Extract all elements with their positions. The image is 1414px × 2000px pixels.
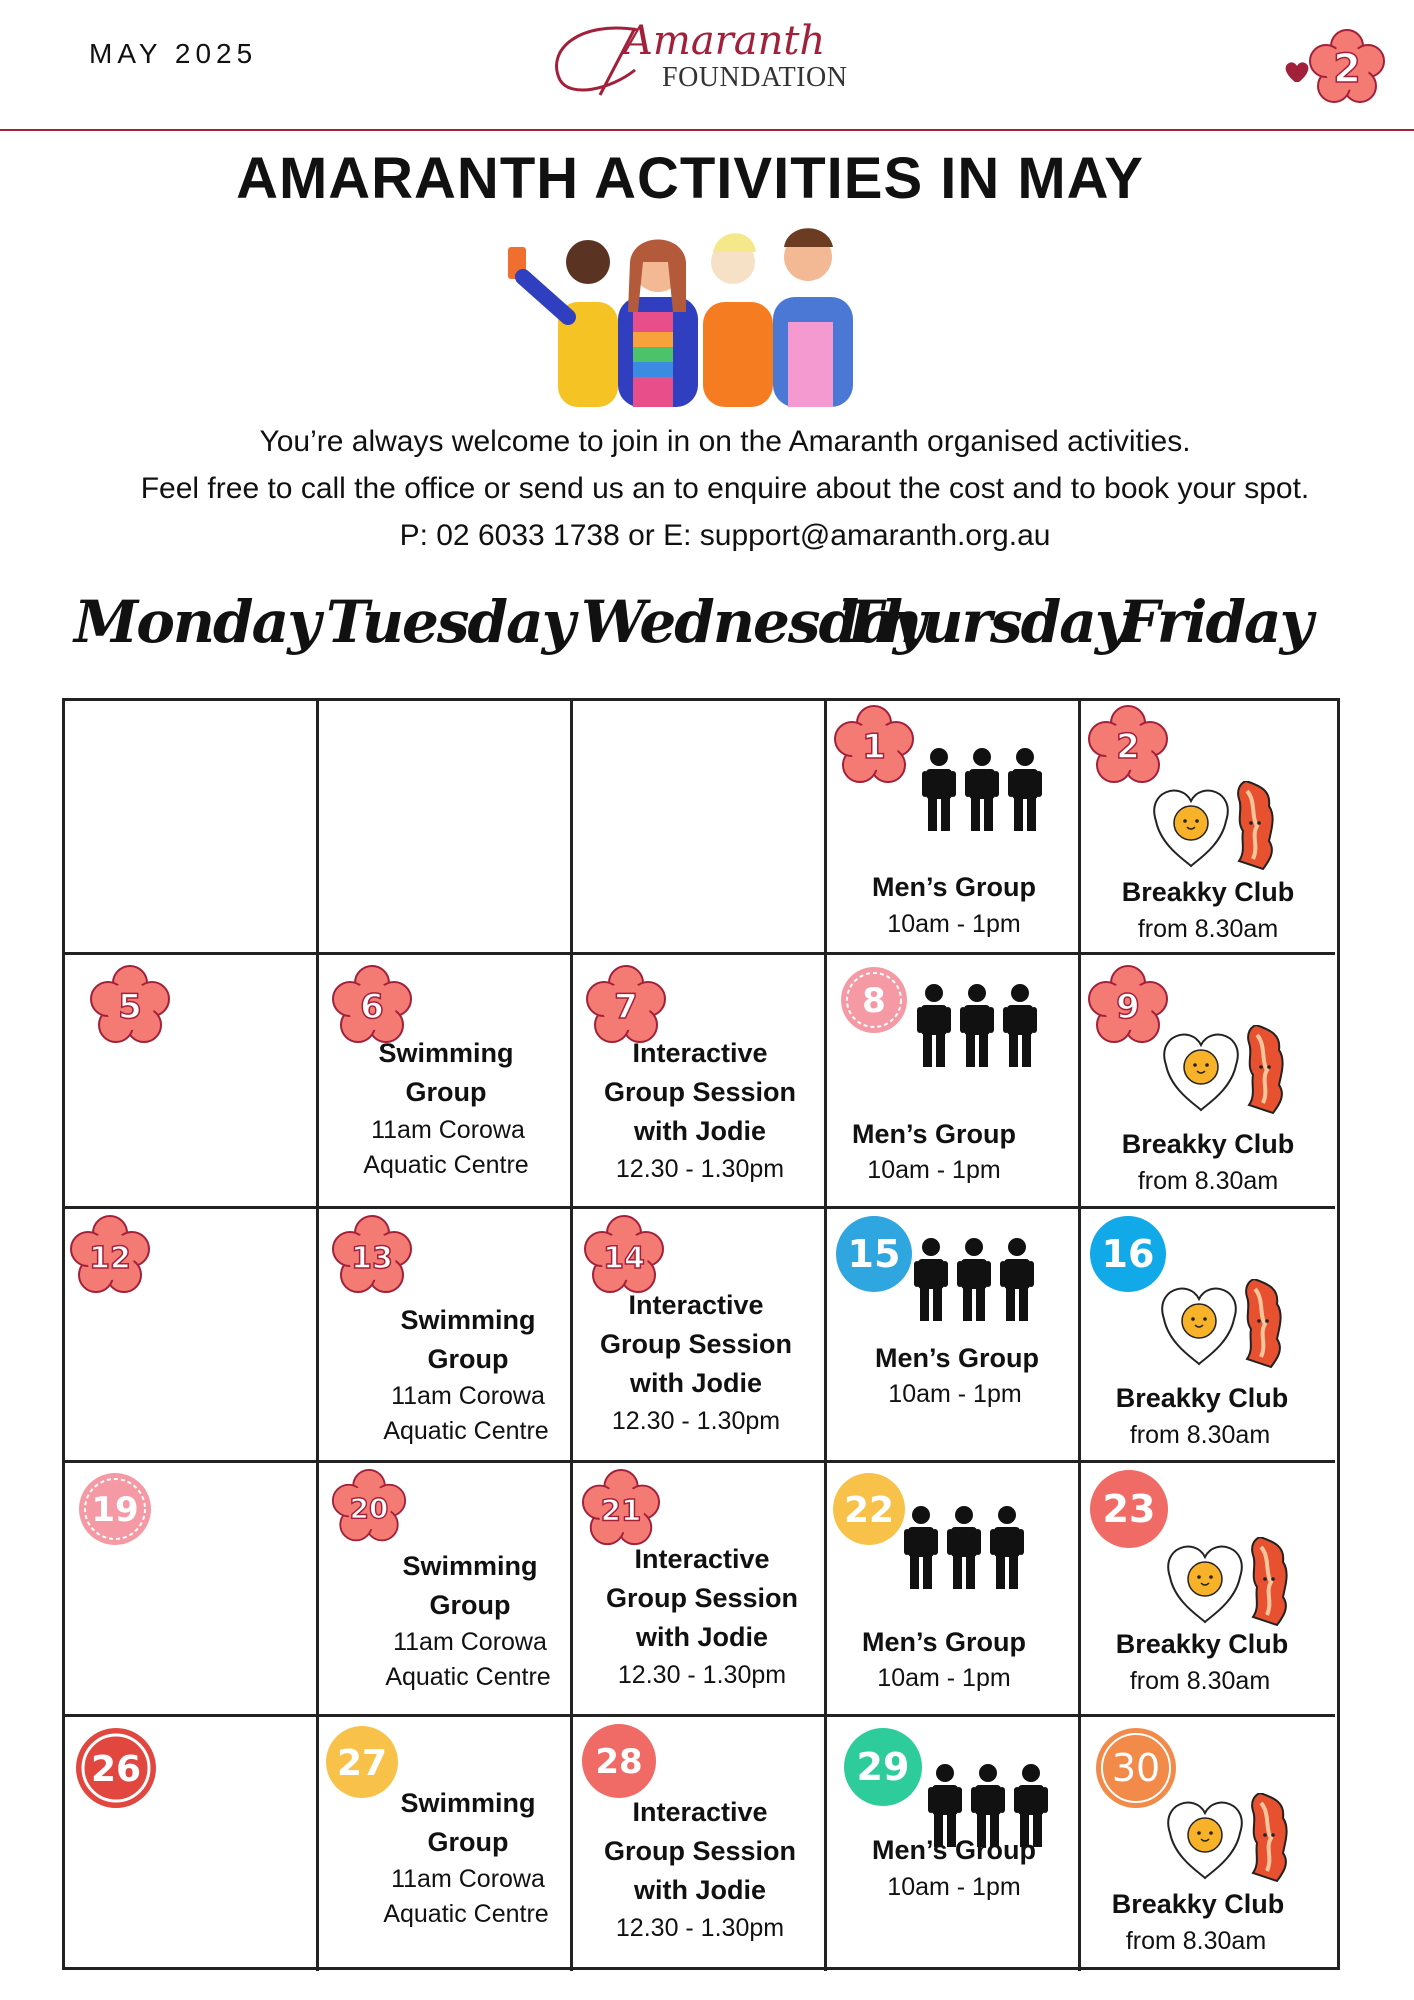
egg-and-bacon-icon (1161, 1025, 1291, 1120)
calendar-cell-may-5 (65, 955, 319, 1209)
date-flower-badge (89, 965, 171, 1047)
activity-title: Swimming Group (400, 1788, 536, 1857)
svg-text:15: 15 (847, 1232, 901, 1276)
egg-and-bacon-icon (1165, 1793, 1295, 1888)
activity-time: from 8.30am (1125, 1927, 1267, 1955)
calendar-cell-may-9 (1081, 955, 1335, 1209)
calendar-cell-may-12 (65, 1209, 319, 1463)
activity-title: Men’s Group (861, 1627, 1026, 1657)
activity-title: Men’s Group (874, 1343, 1039, 1373)
calendar-cell-may-22 (827, 1463, 1081, 1717)
activity-time: 10am - 1pm (877, 1664, 1011, 1692)
activity-time: 12.30 - 1.30pm (615, 1155, 785, 1183)
date-circle-badge (839, 965, 909, 1035)
calendar-cell-may-2 (1081, 701, 1335, 955)
calendar-cell-may-29 (827, 1717, 1081, 1971)
calendar-cell-may-23 (1081, 1463, 1335, 1717)
activity-location: Aquatic Centre (383, 1900, 549, 1928)
calendar-cell-may-6 (319, 955, 573, 1209)
day-heading-tuesday: Tuesday (326, 588, 574, 656)
date-circle-badge (1089, 1215, 1167, 1293)
calendar-cell-may-27 (319, 1717, 573, 1971)
date-circle-badge (843, 1727, 923, 1807)
activity-title: Men’s Group (871, 1835, 1036, 1865)
day-heading-thursday: Thursday (840, 588, 1127, 656)
month-label: MAY 2025 (89, 38, 258, 69)
date-circle-badge (1089, 1469, 1169, 1549)
svg-text:29: 29 (856, 1745, 910, 1789)
date-flower-badge (331, 1215, 413, 1297)
calendar-cell-may-16 (1081, 1209, 1335, 1463)
activity-time: from 8.30am (1137, 915, 1279, 943)
mens-group-people-icon (912, 977, 1042, 1082)
calendar-cell-may-13 (319, 1209, 573, 1463)
activity-location: Aquatic Centre (363, 1151, 529, 1179)
date-flower-badge (583, 1215, 665, 1297)
activity-time: from 8.30am (1129, 1421, 1271, 1449)
activity-location: Aquatic Centre (385, 1663, 551, 1691)
page-number-badge (1275, 20, 1385, 116)
activity-time: 10am - 1pm (887, 1873, 1021, 1901)
activity-time: from 8.30am (1137, 1167, 1279, 1195)
activity-title-line-1: Interactive (632, 1038, 768, 1068)
svg-text:7: 7 (614, 987, 638, 1027)
calendar-cell-empty (573, 701, 827, 955)
heart-icon (1286, 62, 1309, 82)
date-circle-badge (77, 1471, 153, 1547)
calendar-cell-may-20 (319, 1463, 573, 1717)
activity-title-line-2: Group Session (605, 1583, 799, 1613)
mens-group-people-icon (899, 1499, 1029, 1604)
activity-title: Swimming Group (378, 1038, 514, 1107)
svg-text:19: 19 (91, 1490, 139, 1530)
logo-script-text: Amaranth (624, 18, 826, 64)
calendar-cell-may-30 (1081, 1717, 1335, 1971)
svg-text:13: 13 (351, 1241, 393, 1276)
svg-text:8: 8 (862, 981, 886, 1021)
calendar-cell-may-14 (573, 1209, 827, 1463)
calendar-cell-may-1 (827, 701, 1081, 955)
day-heading-friday: Friday (1118, 588, 1312, 656)
group-selfie-illustration (508, 222, 858, 407)
page-title: AMARANTH ACTIVITIES IN MAY (236, 146, 1144, 211)
activity-title: Breakky Club (1115, 1383, 1289, 1413)
date-flower-badge (581, 1469, 661, 1549)
date-circle-badge (581, 1723, 657, 1799)
activity-title: Swimming Group (400, 1305, 536, 1374)
activity-title-line-3: with Jodie (633, 1116, 766, 1146)
activity-time: 10am - 1pm (888, 1380, 1022, 1408)
egg-and-bacon-icon (1159, 1279, 1289, 1374)
svg-text:21: 21 (600, 1493, 642, 1528)
svg-text:5: 5 (118, 987, 142, 1027)
activity-time: from 8.30am (1129, 1667, 1271, 1695)
svg-text:14: 14 (603, 1241, 645, 1276)
activity-time: 12.30 - 1.30pm (615, 1914, 785, 1942)
amaranth-logo (540, 10, 860, 100)
svg-text:20: 20 (349, 1492, 389, 1526)
activity-title-line-1: Interactive (628, 1290, 764, 1320)
activity-title: Men’s Group (851, 1119, 1016, 1149)
egg-and-bacon-icon (1151, 781, 1281, 876)
date-flower-badge (833, 705, 915, 787)
calendar-cell-may-26 (65, 1717, 319, 1971)
svg-text:22: 22 (843, 1490, 895, 1531)
day-heading-wednesday: Wednesday (581, 588, 925, 656)
date-flower-badge (69, 1215, 151, 1297)
intro-contact-line: P: 02 6033 1738 or E: support@amaranth.org.au (399, 519, 1051, 552)
activity-title: Men’s Group (871, 872, 1036, 902)
day-heading-monday: Monday (74, 588, 319, 656)
mens-group-people-icon (917, 741, 1047, 846)
logo-foundation-text: FOUNDATION (662, 62, 848, 93)
svg-text:27: 27 (336, 1743, 388, 1784)
svg-text:12: 12 (89, 1241, 131, 1276)
date-circle-badge (831, 1471, 907, 1547)
svg-text:2: 2 (1116, 727, 1140, 767)
activity-title-line-2: Group Session (603, 1077, 797, 1107)
calendar-grid (62, 698, 1340, 1970)
calendar-cell-may-28 (573, 1717, 827, 1971)
activity-title: Breakky Club (1121, 877, 1295, 907)
calendar-cell-empty (319, 701, 573, 955)
egg-and-bacon-icon (1165, 1537, 1295, 1632)
activity-title-line-1: Interactive (634, 1544, 770, 1574)
activity-title-line-3: with Jodie (629, 1368, 762, 1398)
date-flower-badge (1087, 965, 1169, 1047)
activity-time: 11am Corowa (391, 1382, 545, 1410)
calendar-cell-empty (65, 701, 319, 955)
activity-title: Swimming Group (402, 1551, 538, 1620)
svg-text:23: 23 (1102, 1487, 1156, 1531)
activity-title-line-2: Group Session (599, 1329, 793, 1359)
calendar-cell-may-8 (827, 955, 1081, 1209)
calendar-cell-may-7 (573, 955, 827, 1209)
activity-title-line-2: Group Session (603, 1836, 797, 1866)
activity-time: 12.30 - 1.30pm (611, 1407, 781, 1435)
activity-title: Breakky Club (1115, 1629, 1289, 1659)
activity-time: 11am Corowa (371, 1116, 525, 1144)
svg-text:9: 9 (1116, 987, 1140, 1027)
activity-title-line-1: Interactive (632, 1797, 768, 1827)
calendar-cell-may-21 (573, 1463, 827, 1717)
date-flower-badge (331, 1469, 407, 1545)
svg-text:16: 16 (1101, 1232, 1155, 1276)
activity-title: Breakky Club (1121, 1129, 1295, 1159)
activity-title: Breakky Club (1111, 1889, 1285, 1919)
date-circle-badge (835, 1215, 913, 1293)
svg-text:1: 1 (862, 727, 886, 767)
activity-time: 12.30 - 1.30pm (617, 1661, 787, 1689)
activity-location: Aquatic Centre (383, 1417, 549, 1445)
header-divider (0, 129, 1414, 131)
svg-text:2: 2 (1333, 46, 1361, 92)
svg-text:6: 6 (360, 987, 384, 1027)
activity-time: 10am - 1pm (887, 910, 1021, 938)
activity-title-line-3: with Jodie (635, 1622, 768, 1652)
activity-time: 10am - 1pm (867, 1156, 1001, 1184)
intro-line-2: Feel free to call the office or send us an to enquire about the cost and to book your spot. (140, 472, 1310, 505)
svg-text:26: 26 (90, 1749, 142, 1790)
intro-line-1: You’re always welcome to join in on the Amaranth organised activities. (259, 425, 1191, 458)
date-circle-badge (75, 1727, 157, 1809)
activity-title-line-3: with Jodie (633, 1875, 766, 1905)
svg-text:30: 30 (1111, 1746, 1161, 1790)
calendar-cell-may-15 (827, 1209, 1081, 1463)
svg-text:28: 28 (595, 1742, 643, 1782)
calendar-cell-may-19 (65, 1463, 319, 1717)
activity-time: 11am Corowa (391, 1865, 545, 1893)
mens-group-people-icon (909, 1231, 1039, 1336)
activity-time: 11am Corowa (393, 1628, 547, 1656)
date-flower-badge (1087, 705, 1169, 787)
